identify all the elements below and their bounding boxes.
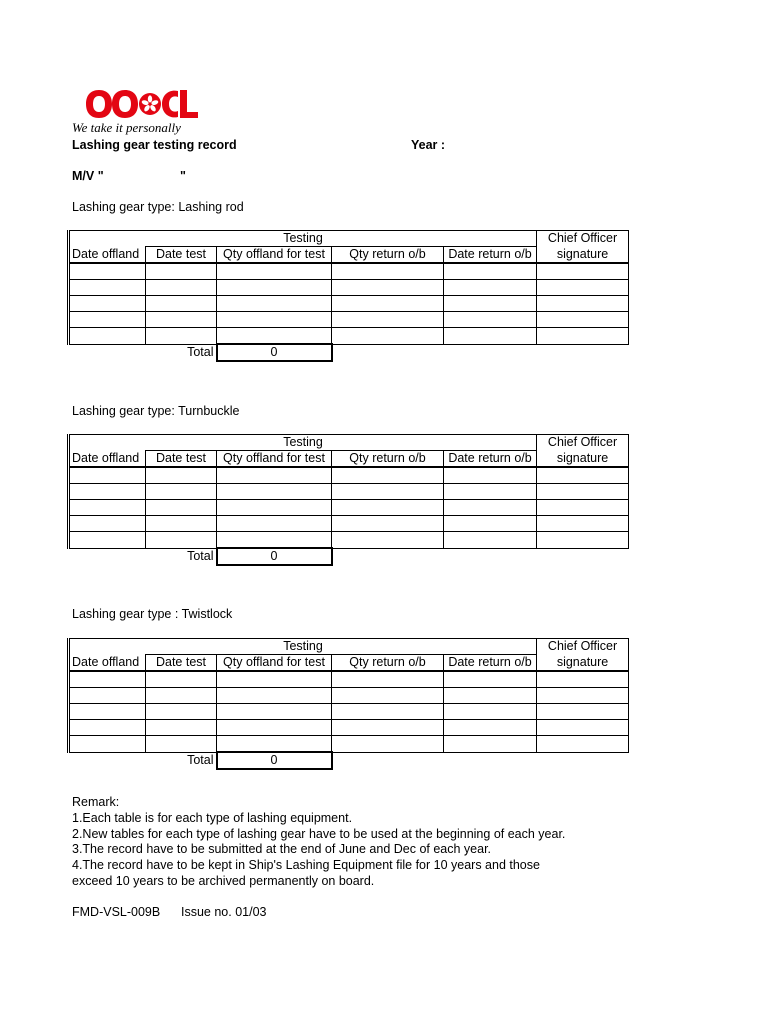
table-cell[interactable] xyxy=(69,671,146,688)
table-cell[interactable] xyxy=(146,280,217,296)
table-cell[interactable] xyxy=(146,500,217,516)
table-cell[interactable] xyxy=(217,516,332,532)
grid xyxy=(67,434,629,566)
table-cell[interactable] xyxy=(217,500,332,516)
table-cell[interactable] xyxy=(69,532,146,549)
table-cell[interactable] xyxy=(537,484,629,500)
remark-line: 3.The record have to be submitted at the end of June and Dec of each year. xyxy=(72,842,492,857)
table-cell[interactable] xyxy=(537,500,629,516)
table-cell[interactable] xyxy=(537,312,629,328)
table-cell[interactable] xyxy=(332,328,444,345)
remark-line: 1.Each table is for each type of lashing equipment. xyxy=(72,810,353,825)
vessel-close-quote: " xyxy=(180,169,186,183)
table-row xyxy=(69,720,629,736)
tagline: We take it personally xyxy=(72,120,181,135)
header-qty-offland: Qty offland for test xyxy=(217,655,332,672)
table-cell[interactable] xyxy=(444,516,537,532)
table-cell[interactable] xyxy=(537,704,629,720)
table-cell[interactable] xyxy=(332,296,444,312)
table-cell[interactable] xyxy=(69,467,146,484)
header-date-return: Date return o/b xyxy=(444,247,537,264)
header-qty-offland: Qty offland for test xyxy=(217,451,332,468)
gear-type-label: Lashing gear type : Twistlock xyxy=(72,607,233,621)
table-cell[interactable] xyxy=(444,532,537,549)
table-cell[interactable] xyxy=(332,736,444,753)
table-cell[interactable] xyxy=(217,671,332,688)
table-cell[interactable] xyxy=(444,467,537,484)
table-row xyxy=(69,263,629,280)
table-cell[interactable] xyxy=(217,720,332,736)
table-cell[interactable] xyxy=(69,500,146,516)
total-label: Total xyxy=(187,549,214,564)
table-cell[interactable] xyxy=(537,467,629,484)
table-cell[interactable] xyxy=(444,312,537,328)
header-signature: signature xyxy=(537,655,629,672)
table-cell[interactable] xyxy=(444,328,537,345)
table-cell[interactable] xyxy=(537,263,629,280)
table-row xyxy=(69,736,629,753)
issue-number: Issue no. 01/03 xyxy=(181,905,267,919)
table-row xyxy=(69,467,629,484)
table-cell[interactable] xyxy=(444,688,537,704)
year-label: Year : xyxy=(411,138,446,152)
table-cell[interactable] xyxy=(146,688,217,704)
table-cell[interactable] xyxy=(332,671,444,688)
header-date-test: Date test xyxy=(146,247,217,264)
grid xyxy=(67,638,629,770)
table-cell[interactable] xyxy=(537,516,629,532)
header-date-test: Date test xyxy=(146,655,217,672)
table-row xyxy=(69,532,629,549)
table-cell[interactable] xyxy=(332,688,444,704)
header-signature: signature xyxy=(537,247,629,264)
table-cell[interactable] xyxy=(217,467,332,484)
table-cell[interactable] xyxy=(332,280,444,296)
header-testing: Testing xyxy=(69,231,537,247)
table-cell[interactable] xyxy=(69,280,146,296)
header-qty-return: Qty return o/b xyxy=(332,247,444,264)
table-cell[interactable] xyxy=(217,484,332,500)
table-row xyxy=(69,500,629,516)
table-cell[interactable] xyxy=(146,263,217,280)
header-qty-return: Qty return o/b xyxy=(332,655,444,672)
header-date-offland: Date offland xyxy=(69,655,146,672)
header-date-offland: Date offland xyxy=(69,247,146,264)
table-cell[interactable] xyxy=(537,720,629,736)
grid xyxy=(67,230,629,362)
gear-type-label: Lashing gear type: Turnbuckle xyxy=(72,404,240,418)
table-row xyxy=(69,296,629,312)
vessel-label: M/V " xyxy=(72,169,104,183)
total-value: 0 xyxy=(217,548,332,565)
table-cell[interactable] xyxy=(69,296,146,312)
table-row xyxy=(69,328,629,345)
table-cell[interactable] xyxy=(146,296,217,312)
table-cell[interactable] xyxy=(332,484,444,500)
table-row xyxy=(69,312,629,328)
header-qty-return: Qty return o/b xyxy=(332,451,444,468)
table-cell[interactable] xyxy=(332,516,444,532)
table-cell[interactable] xyxy=(69,688,146,704)
table-cell[interactable] xyxy=(146,720,217,736)
table-cell[interactable] xyxy=(146,328,217,345)
table-cell[interactable] xyxy=(444,720,537,736)
table-cell[interactable] xyxy=(537,671,629,688)
header-date-test: Date test xyxy=(146,451,217,468)
table-cell[interactable] xyxy=(146,736,217,753)
table-row xyxy=(69,516,629,532)
table-cell[interactable] xyxy=(69,484,146,500)
table-cell[interactable] xyxy=(537,296,629,312)
header-date-return: Date return o/b xyxy=(444,655,537,672)
table-cell[interactable] xyxy=(444,280,537,296)
table-cell[interactable] xyxy=(444,671,537,688)
header-qty-offland: Qty offland for test xyxy=(217,247,332,264)
remarks-heading: Remark: xyxy=(72,795,120,809)
table-cell[interactable] xyxy=(332,532,444,549)
total-value: 0 xyxy=(217,752,332,769)
total-label: Total xyxy=(187,345,214,360)
header-chief-officer: Chief Officer xyxy=(537,231,629,247)
table-cell[interactable] xyxy=(146,312,217,328)
table-cell[interactable] xyxy=(332,704,444,720)
table-cell[interactable] xyxy=(332,263,444,280)
table-cell[interactable] xyxy=(69,263,146,280)
table-cell[interactable] xyxy=(537,280,629,296)
header-chief-officer: Chief Officer xyxy=(537,435,629,451)
table-cell[interactable] xyxy=(69,312,146,328)
table-cell[interactable] xyxy=(69,328,146,345)
table-cell[interactable] xyxy=(332,312,444,328)
table-cell[interactable] xyxy=(444,736,537,753)
table-cell[interactable] xyxy=(537,736,629,753)
table-cell[interactable] xyxy=(217,704,332,720)
table-cell[interactable] xyxy=(217,736,332,753)
table-cell[interactable] xyxy=(217,328,332,345)
table-row xyxy=(69,280,629,296)
header-testing: Testing xyxy=(69,639,537,655)
table-cell[interactable] xyxy=(444,484,537,500)
table-row xyxy=(69,671,629,688)
form-code: FMD-VSL-009B xyxy=(72,905,161,919)
table-cell[interactable] xyxy=(146,532,217,549)
table-cell[interactable] xyxy=(332,500,444,516)
table-cell[interactable] xyxy=(217,296,332,312)
table-cell[interactable] xyxy=(146,467,217,484)
table-cell[interactable] xyxy=(69,720,146,736)
header-chief-officer: Chief Officer xyxy=(537,639,629,655)
table-cell[interactable] xyxy=(217,688,332,704)
remarks xyxy=(72,795,565,890)
table-cell[interactable] xyxy=(69,704,146,720)
table-cell[interactable] xyxy=(332,467,444,484)
header-testing: Testing xyxy=(69,435,537,451)
table-cell[interactable] xyxy=(444,500,537,516)
table-cell[interactable] xyxy=(146,516,217,532)
total-label: Total xyxy=(187,753,214,768)
header-date-offland: Date offland xyxy=(69,451,146,468)
table-cell[interactable] xyxy=(146,484,217,500)
table-cell[interactable] xyxy=(217,532,332,549)
table-cell[interactable] xyxy=(146,704,217,720)
table-cell[interactable] xyxy=(537,328,629,345)
table-cell[interactable] xyxy=(332,720,444,736)
remark-line: 4.The record have to be kept in Ship's Lashing Equipment file for 10 years and those xyxy=(72,858,540,873)
table-cell[interactable] xyxy=(217,280,332,296)
table-row xyxy=(69,688,629,704)
table-cell[interactable] xyxy=(69,736,146,753)
total-value: 0 xyxy=(217,344,332,361)
table-row xyxy=(69,484,629,500)
remark-line: exceed 10 years to be archived permanently on board. xyxy=(72,873,375,888)
table-cell[interactable] xyxy=(69,516,146,532)
table-cell[interactable] xyxy=(146,671,217,688)
table-cell[interactable] xyxy=(444,704,537,720)
table-cell[interactable] xyxy=(217,263,332,280)
gear-type-label: Lashing gear type: Lashing rod xyxy=(72,200,244,214)
table-cell[interactable] xyxy=(217,312,332,328)
page-title: Lashing gear testing record xyxy=(72,138,237,152)
header-date-return: Date return o/b xyxy=(444,451,537,468)
table-cell[interactable] xyxy=(537,532,629,549)
table-cell[interactable] xyxy=(444,296,537,312)
oocl-logo xyxy=(86,88,198,120)
table-cell[interactable] xyxy=(444,263,537,280)
table-row xyxy=(69,704,629,720)
remark-line: 2.New tables for each type of lashing gear have to be used at the beginning of each year. xyxy=(72,826,566,841)
header-signature: signature xyxy=(537,451,629,468)
table-cell[interactable] xyxy=(537,688,629,704)
